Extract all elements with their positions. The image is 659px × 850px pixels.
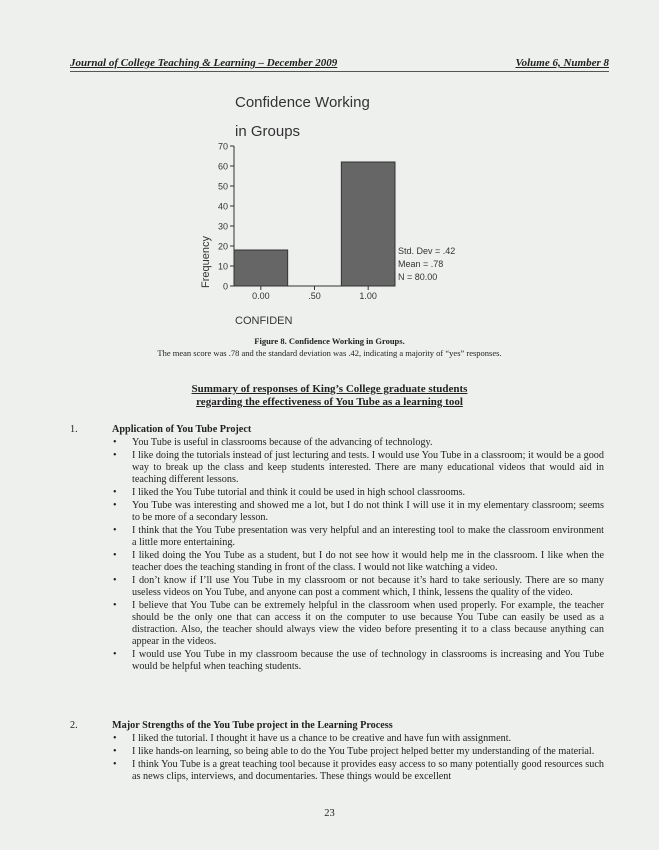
bullet-text: You Tube was interesting and showed me a lot, but I do not think I will use it in my elementary classroom; seems to be more of a secondary lesson. [132,500,604,523]
histogram-bar [234,250,288,286]
bullet-text: I liked the tutorial. I thought it have us a chance to be creative and have fun with assignment. [132,733,512,744]
bullet-icon: • [113,550,117,561]
bullet-text: I think that the You Tube presentation was very helpful and an interesting tool to make the classroom environment a little more entertaining. [132,525,604,548]
summary-heading-line1: Summary of responses of King’s College graduate students [191,383,468,395]
bars [234,162,395,286]
bullet-text: I don’t know if I’ll use You Tube in my classroom or not because it’s hard to take seriously. There are so many useless videos on You Tube, and anyone can post a comment which, I think, lessens the quality of the video. [132,575,604,598]
stats-line: N = 80.00 [398,272,438,282]
y-tick-label: 10 [217,261,228,272]
bullet-icon: • [113,575,117,586]
bullet-text: I believe that You Tube can be extremely helpful in the classroom when used properly. For example, the teacher should be the only one that can access it on the computer to use because You Tube can easily be used as a distraction. Also, the teacher should always view the video before presenting it to a class because anything can appear in the videos. [132,600,604,647]
header-rule [70,71,609,72]
y-tick-label: 30 [217,221,228,232]
y-tick-label: 70 [217,141,228,152]
x-axis-ticks [252,286,377,301]
bullet-icon: • [113,733,117,744]
running-header [70,57,609,69]
bullet-icon: • [113,487,117,498]
histogram-chart [190,88,480,338]
chart-title-line2: in Groups [235,123,301,140]
bullet-icon: • [113,500,117,511]
stats-box [398,246,455,282]
figure-caption-text: The mean score was .78 and the standard deviation was .42, indicating a majority of “yes” responses. [157,348,502,358]
x-tick-label: 1.00 [359,291,377,301]
bullet-item [113,525,604,549]
bullet-item [113,759,604,783]
bullet-text: I think You Tube is a great teaching tool because it provides easy access to so many potentially good resources such as news clips, interviews, and documentaries. These things would be excellent [132,759,604,782]
volume-number: Volume 6, Number 8 [515,57,609,69]
summary-heading [0,383,659,409]
y-tick-label: 0 [222,281,228,292]
bullet-text: I like doing the tutorials instead of just lecturing and tests. I would use You Tube in a classroom; it would be a good way to break up the class and keep students interested. There are many educational videos that would aid in teaching different lessons. [132,450,604,485]
bullet-item [113,437,604,449]
figure-caption-title: Figure 8. Confidence Working in Groups. [254,336,405,346]
bullet-item [113,733,604,745]
bullet-icon: • [113,450,117,461]
section-number: 2. [70,720,78,731]
bullet-item [113,575,604,599]
bullet-text: I liked the You Tube tutorial and think it could be used in high school classrooms. [132,487,466,498]
bullet-icon: • [113,600,117,611]
bullet-text: You Tube is useful in classrooms because of the advancing of technology. [132,437,433,448]
bullet-item [113,450,604,486]
stats-line: Std. Dev = .42 [398,246,456,256]
bullet-text: I liked doing the You Tube as a student, but I do not see how it would help me in the classroom. I like when the teacher does the teaching standing in front of the class. I would not like watching a video. [132,550,604,573]
bullet-text: I would use You Tube in my classroom because the use of technology in classrooms is increasing and You Tube would be helpful when teaching students. [132,649,604,672]
section-title: Application of You Tube Project [112,424,252,435]
x-axis-label: CONFIDEN [235,315,293,327]
y-tick-label: 60 [217,161,228,172]
page-number: 23 [324,808,335,819]
bullet-icon: • [113,525,117,536]
summary-heading-line2: regarding the effectiveness of You Tube as a learning tool [196,396,463,408]
bullet-icon: • [113,649,117,660]
bullet-list [113,733,604,784]
bullet-item [113,649,604,673]
section-title: Major Strengths of the You Tube project in the Learning Process [112,720,393,731]
bullet-text: I like hands-on learning, so being able to do the You Tube project helped better my understanding of the material. [132,746,595,757]
bullet-icon: • [113,437,117,448]
histogram-bar [341,162,395,286]
section-number: 1. [70,424,78,435]
bullet-item [113,500,604,524]
bullet-item [113,487,604,499]
y-tick-label: 20 [217,241,228,252]
bullet-item [113,550,604,574]
x-tick-label: 0.00 [252,291,270,301]
y-tick-label: 50 [217,181,228,192]
bullet-item [113,746,604,758]
bullet-icon: • [113,746,117,757]
bullet-icon: • [113,759,117,770]
bullet-list [113,437,604,674]
journal-title: Journal of College Teaching & Learning – December 2009 [70,57,338,69]
y-tick-label: 40 [217,201,228,212]
chart-title-line1: Confidence Working [235,94,370,111]
y-axis-ticks [218,142,234,292]
stats-line: Mean = .78 [398,259,444,269]
x-tick-label: .50 [308,291,321,301]
y-axis-label: Frequency [200,236,212,288]
bullet-item [113,600,604,648]
